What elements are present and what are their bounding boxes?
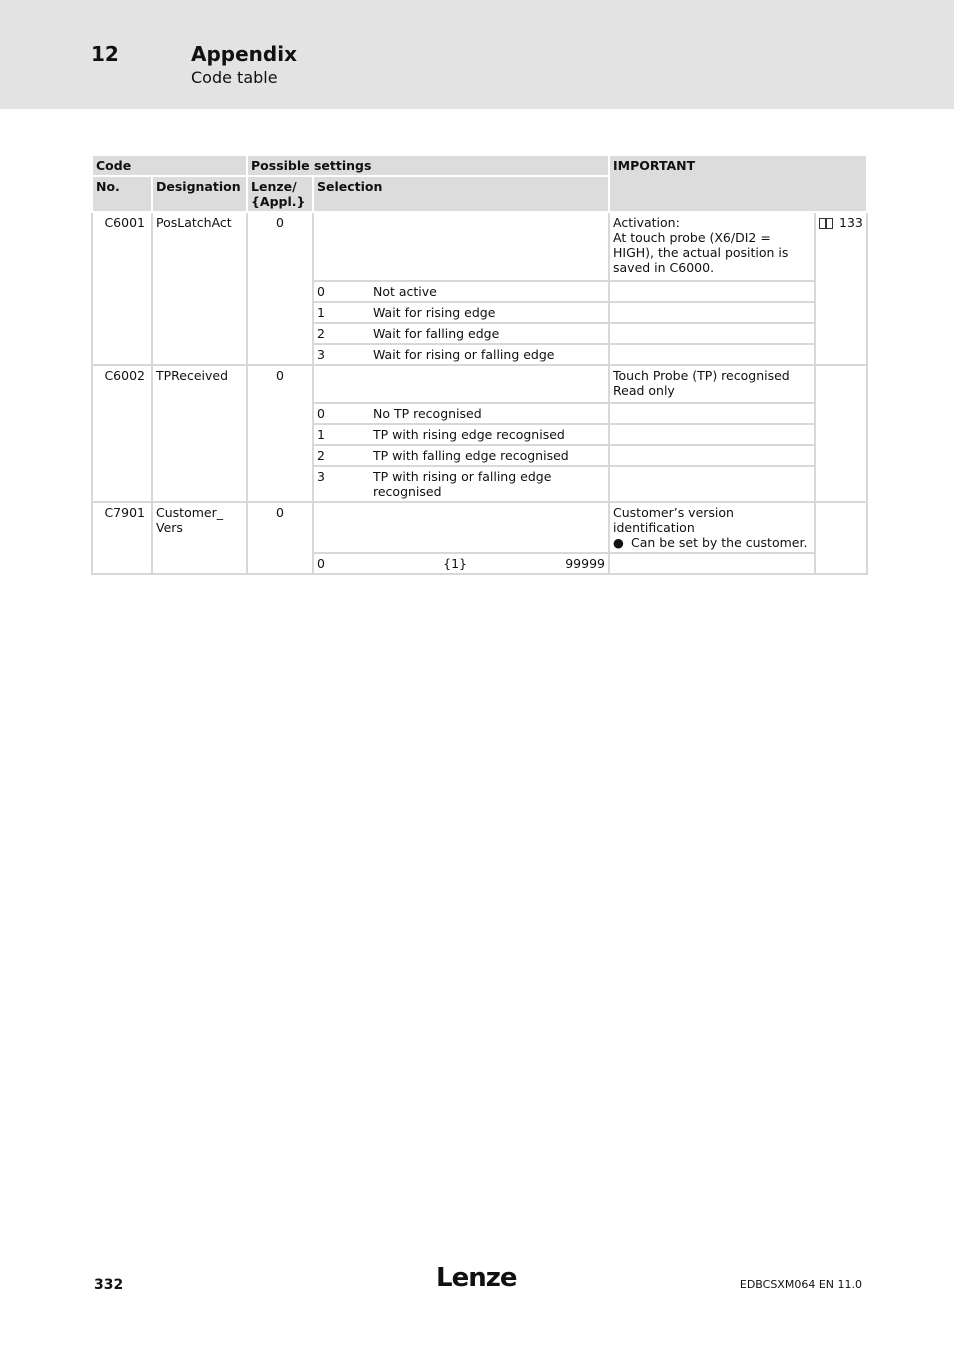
header-no: No. — [92, 176, 152, 212]
document-id: EDBCSXM064 EN 11.0 — [739, 1278, 862, 1291]
page-reference: 133 — [839, 215, 863, 230]
important-cell — [609, 445, 815, 466]
selection-text: Not active — [373, 284, 437, 299]
selection-value: 1 — [317, 305, 325, 320]
important-text: Activation: At touch probe (X6/DI2 = HIGH), the actual position is saved in C6000. — [609, 212, 815, 281]
code-designation: Customer_ Vers — [152, 502, 247, 574]
important-cell — [609, 424, 815, 445]
selection-value: 3 — [317, 347, 325, 362]
lenze-default: 0 — [247, 212, 313, 365]
lenze-default: 0 — [247, 502, 313, 574]
range-min: 0 — [317, 556, 325, 571]
page-number: 332 — [94, 1277, 124, 1293]
table-row — [92, 502, 867, 553]
important-text: Customer’s version identification — [613, 505, 734, 535]
selection-value: 0 — [317, 406, 325, 421]
important-cell — [609, 553, 815, 574]
selection-text: Wait for rising or falling edge — [373, 347, 555, 362]
important-cell — [609, 344, 815, 365]
selection-text: Wait for rising edge — [373, 305, 496, 320]
selection-text: TP with falling edge recognised — [373, 448, 569, 463]
code-table — [91, 154, 868, 575]
chapter-number: 12 — [91, 42, 119, 66]
header-code: Code — [92, 155, 247, 176]
reference-cell — [815, 502, 867, 574]
header-selection: Selection — [313, 176, 609, 212]
header-band — [0, 0, 954, 109]
code-designation: PosLatchAct — [152, 212, 247, 365]
selection-value: 0 — [317, 284, 325, 299]
selection-text: TP with rising edge recognised — [373, 427, 565, 442]
reference-cell — [815, 365, 867, 502]
code-designation: TPReceived — [152, 365, 247, 502]
important-text: Touch Probe (TP) recognised Read only — [609, 365, 815, 403]
important-cell — [609, 323, 815, 344]
selection-value: 3 — [317, 469, 325, 484]
selection-cell — [313, 212, 609, 281]
selection-cell — [313, 365, 609, 403]
important-cell — [609, 281, 815, 302]
value-range — [317, 556, 605, 571]
reference-cell — [815, 212, 867, 365]
selection-text: No TP recognised — [373, 406, 482, 421]
header-designation: Designation — [152, 176, 247, 212]
important-cell — [609, 403, 815, 424]
lenze-default: 0 — [247, 365, 313, 502]
bullet-text: Can be set by the customer. — [631, 535, 808, 550]
header-lenze-appl: Lenze/ {Appl.} — [247, 176, 313, 212]
important-cell — [609, 502, 815, 553]
code-number: C6001 — [92, 212, 152, 365]
header-possible-settings: Possible settings — [247, 155, 609, 176]
header-important: IMPORTANT — [609, 155, 867, 212]
important-cell — [609, 302, 815, 323]
selection-text: TP with rising or falling edge recognised — [373, 469, 552, 499]
table-header-row — [92, 155, 867, 176]
table-row — [92, 365, 867, 403]
selection-text: Wait for falling edge — [373, 326, 500, 341]
code-number: C7901 — [92, 502, 152, 574]
important-cell — [609, 466, 815, 502]
book-icon — [819, 218, 833, 228]
selection-value: 2 — [317, 448, 325, 463]
chapter-subtitle: Code table — [191, 68, 278, 87]
code-number: C6002 — [92, 365, 152, 502]
range-max: 99999 — [565, 556, 605, 571]
table-row — [92, 212, 867, 281]
lenze-logo: Lenze — [436, 1263, 517, 1293]
chapter-title: Appendix — [191, 42, 297, 66]
selection-cell — [313, 502, 609, 553]
bullet-icon: ● — [613, 535, 624, 550]
range-step: {1} — [443, 556, 468, 571]
selection-value: 2 — [317, 326, 325, 341]
selection-value: 1 — [317, 427, 325, 442]
